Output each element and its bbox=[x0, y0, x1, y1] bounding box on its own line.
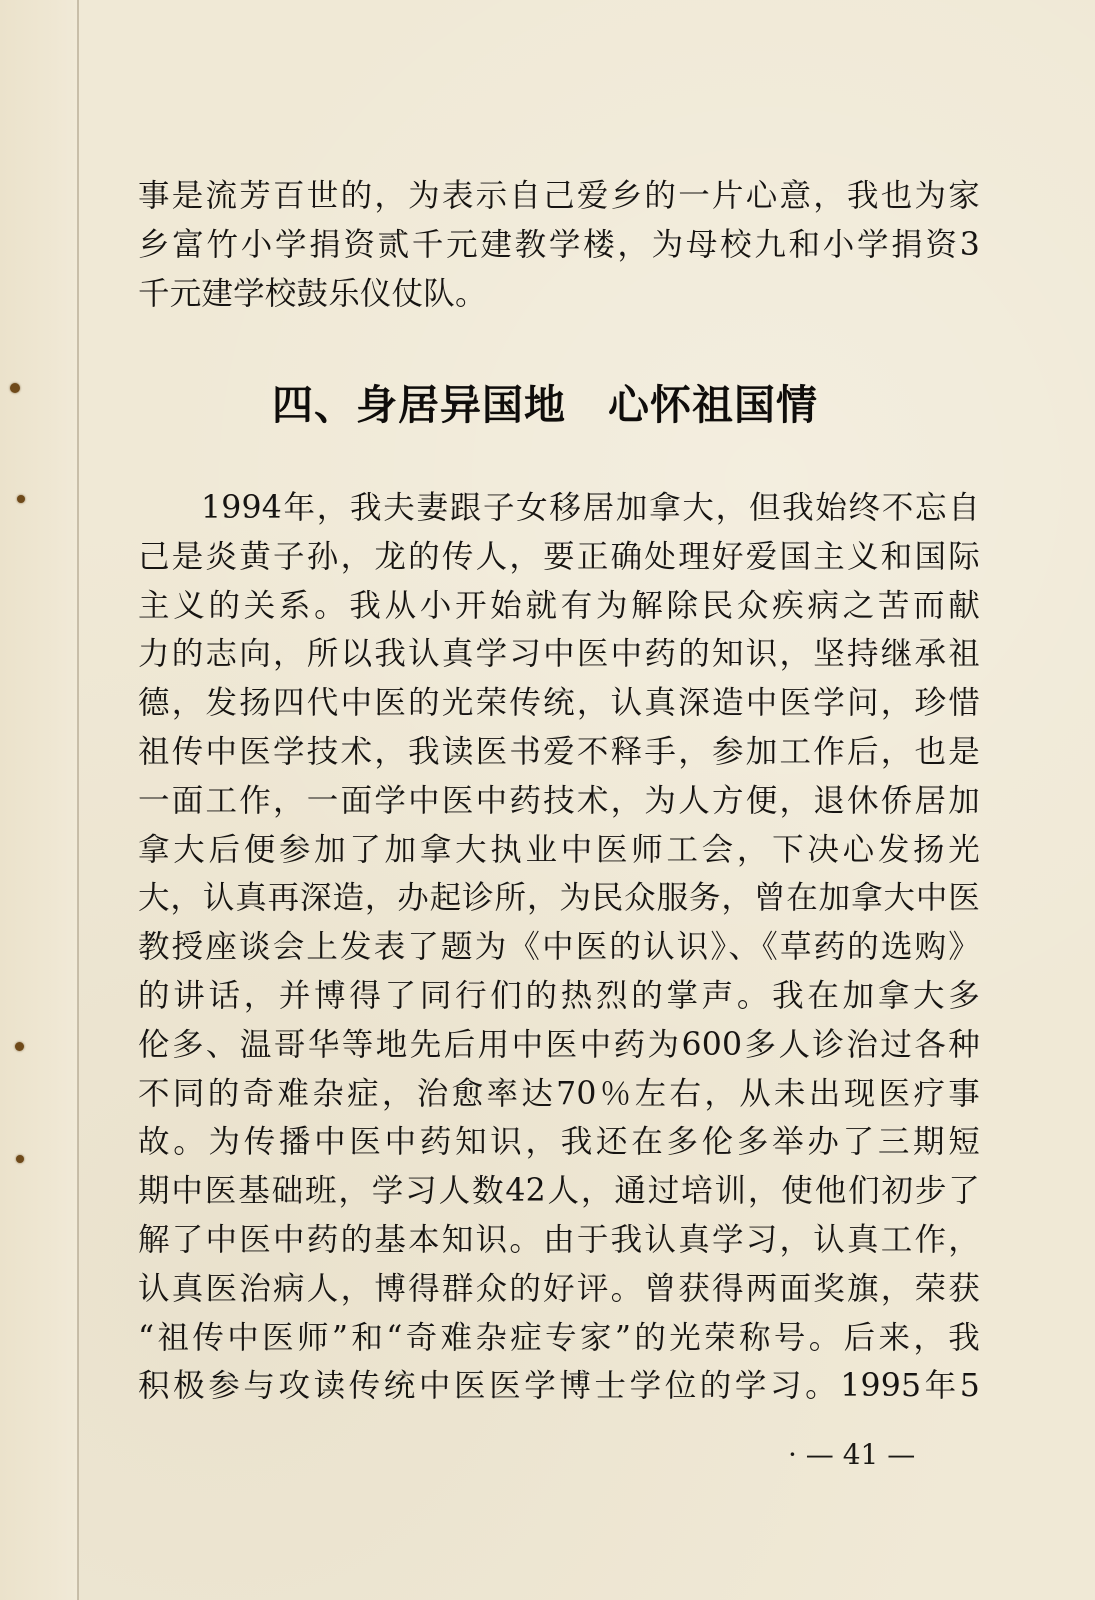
text-line: 积极参与攻读传统中医医学博士学位的学习。1995年5 bbox=[138, 1368, 980, 1405]
text-line: “祖传中医师”和“奇难杂症专家”的光荣称号。后来，我 bbox=[138, 1319, 980, 1356]
text-line: 己是炎黄子孙，龙的传人，要正确处理好爱国主义和国际 bbox=[138, 538, 980, 575]
section-heading-part-1: 四、身居异国地 bbox=[272, 381, 566, 429]
section-paragraph bbox=[138, 484, 980, 1411]
binding-hole-icon bbox=[17, 495, 25, 503]
text-line: 大，认真再深造，办起诊所，为民众服务，曾在加拿大中医 bbox=[138, 880, 980, 917]
binding-edge-line bbox=[77, 0, 79, 1600]
text-line: 祖传中医学技术，我读医书爱不释手，参加工作后，也是 bbox=[138, 733, 980, 770]
text-line: 一面工作，一面学中医中药技术，为人方便，退休侨居加 bbox=[138, 782, 980, 819]
text-line: 德，发扬四代中医的光荣传统，认真深造中医学问，珍惜 bbox=[138, 685, 980, 722]
continued-paragraph bbox=[138, 172, 980, 318]
section-heading-part-2: 心怀祖国情 bbox=[608, 381, 818, 429]
text-line: 事是流芳百世的，为表示自己爱乡的一片心意，我也为家 bbox=[138, 178, 980, 214]
binding-margin bbox=[0, 0, 78, 1600]
page-number: · — 41 — bbox=[788, 1438, 916, 1471]
text-line: 不同的奇难杂症，治愈率达70％左右，从未出现医疗事 bbox=[138, 1075, 980, 1112]
text-line: 认真医治病人，博得群众的好评。曾获得两面奖旗，荣获 bbox=[138, 1270, 980, 1307]
text-line: 伦多、温哥华等地先后用中医中药为600多人诊治过各种 bbox=[138, 1026, 980, 1063]
text-line: 千元建学校鼓乐仪仗队。 bbox=[138, 275, 487, 312]
text-line: 乡富竹小学捐资贰千元建教学楼，为母校九和小学捐资3 bbox=[138, 226, 980, 263]
text-line: 拿大后便参加了加拿大执业中医师工会，下决心发扬光 bbox=[138, 831, 980, 868]
text-line: 1994年，我夫妻跟子女移居加拿大，但我始终不忘自 bbox=[201, 490, 980, 526]
text-line: 的讲话，并博得了同行们的热烈的掌声。我在加拿大多 bbox=[138, 977, 980, 1014]
text-line: 主义的关系。我从小开始就有为解除民众疾病之苦而献 bbox=[138, 587, 980, 624]
binding-hole-icon bbox=[15, 1042, 24, 1051]
binding-hole-icon bbox=[10, 383, 20, 393]
text-line: 解了中医中药的基本知识。由于我认真学习，认真工作， bbox=[138, 1221, 980, 1258]
text-line: 期中医基础班，学习人数42人，通过培训，使他们初步了 bbox=[138, 1173, 980, 1210]
binding-hole-icon bbox=[16, 1155, 24, 1163]
section-heading bbox=[272, 375, 832, 435]
text-line: 力的志向，所以我认真学习中医中药的知识，坚持继承祖 bbox=[138, 636, 980, 673]
text-line: 故。为传播中医中药知识，我还在多伦多举办了三期短 bbox=[138, 1124, 980, 1161]
text-line: 教授座谈会上发表了题为《中医的认识》、《草药的选购》 bbox=[138, 929, 980, 966]
